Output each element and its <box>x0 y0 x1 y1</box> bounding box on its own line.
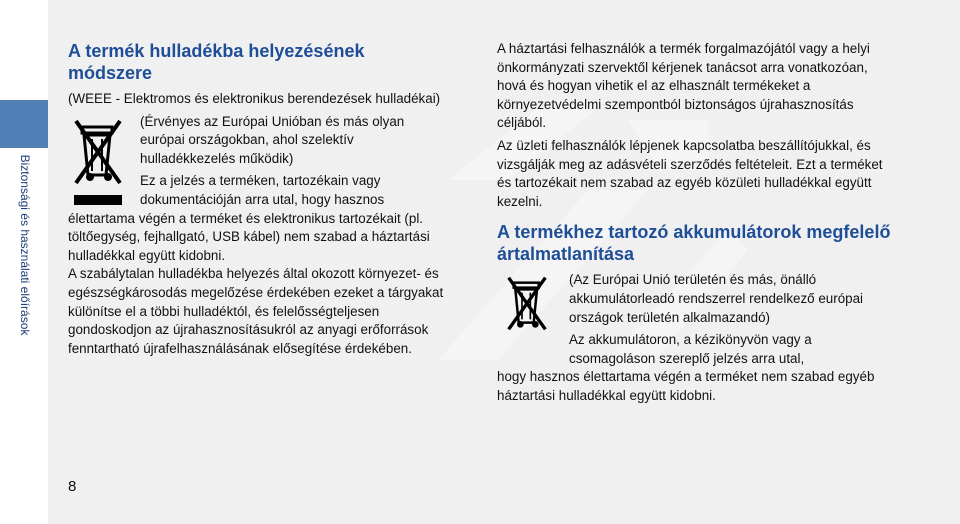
left-column <box>68 40 448 358</box>
weee-validity: (Érvényes az Európai Unióban és más olyan európai országokban, ahol szelektív hulladékkezelés működik) <box>140 113 405 166</box>
page-number: 8 <box>68 478 77 495</box>
crossed-bin-icon <box>497 271 557 351</box>
weee-symbol-text: Ez a jelzés a terméken, tartozékain vagy dokumentációján arra utal, hogy hasznos <box>140 173 385 207</box>
crossed-bin-icon <box>68 113 128 209</box>
weee-paragraph: A szabálytalan hulladékba helyezés által okozott környezet- és egészségkárosodás megelőzése érdekében ezeket a tárgyakat különítse el a többi hulladéktól, és felelősségteljesen gondoskodjon az újrahasznosításukról az anyagi erőforrások fenntartható újrafelhasználásának elősegítése érdekében. <box>68 266 444 356</box>
business-paragraph: Az üzleti felhasználók lépjenek kapcsolatba beszállítójukkal, és vizsgálják meg az adásvételi szerződés feltételeit. Ezt a terméket és tartozékait nem szabad az egyéb közületi hulladékkal együtt kezelni. <box>497 137 883 209</box>
battery-symbol-text-cont: hogy hasznos élettartama végén a terméket nem szabad egyéb háztartási hulladékkal együtt kidobni. <box>497 369 875 403</box>
weee-symbol-block <box>68 113 448 210</box>
sidebar-section-label <box>10 150 40 340</box>
battery-validity: (Az Európai Unió területén és más, önálló akkumulátorleadó rendszerrel rendelkező európai országok területén alkalmazandó) <box>569 272 864 325</box>
battery-symbol-text: Az akkumulátoron, a kézikönyvön vagy a csomagoláson szereplő jelzés arra utal, <box>569 332 812 366</box>
section-title: A termék hulladékba helyezésének módszere <box>68 41 365 83</box>
battery-section-title: A termékhez tartozó akkumulátorok megfelelő ártalmatlanítása <box>497 222 891 265</box>
right-column <box>497 40 897 406</box>
sidebar-color-block <box>0 100 48 148</box>
weee-subtitle: (WEEE - Elektromos és elektronikus berendezések hulladékai) <box>68 91 441 106</box>
battery-symbol-block <box>497 271 897 368</box>
household-paragraph: A háztartási felhasználók a termék forgalmazójától vagy a helyi önkormányzati szervektől kérjenek tanácsot arra vonatkozóan, hová és hogyan vihetik el az elhasznált termékeket a környezetvédelmi szempontból biztonságos újrahasznosítás céljából. <box>497 41 870 131</box>
weee-symbol-text-cont: élettartama végén a terméket és elektronikus tartozékait (pl. töltőegység, fejhallgató, USB kábel) nem szabad a háztartási hulladékkal együtt kidobni. <box>68 210 430 263</box>
sidebar-text: Biztonsági és használati előírások <box>18 154 32 336</box>
